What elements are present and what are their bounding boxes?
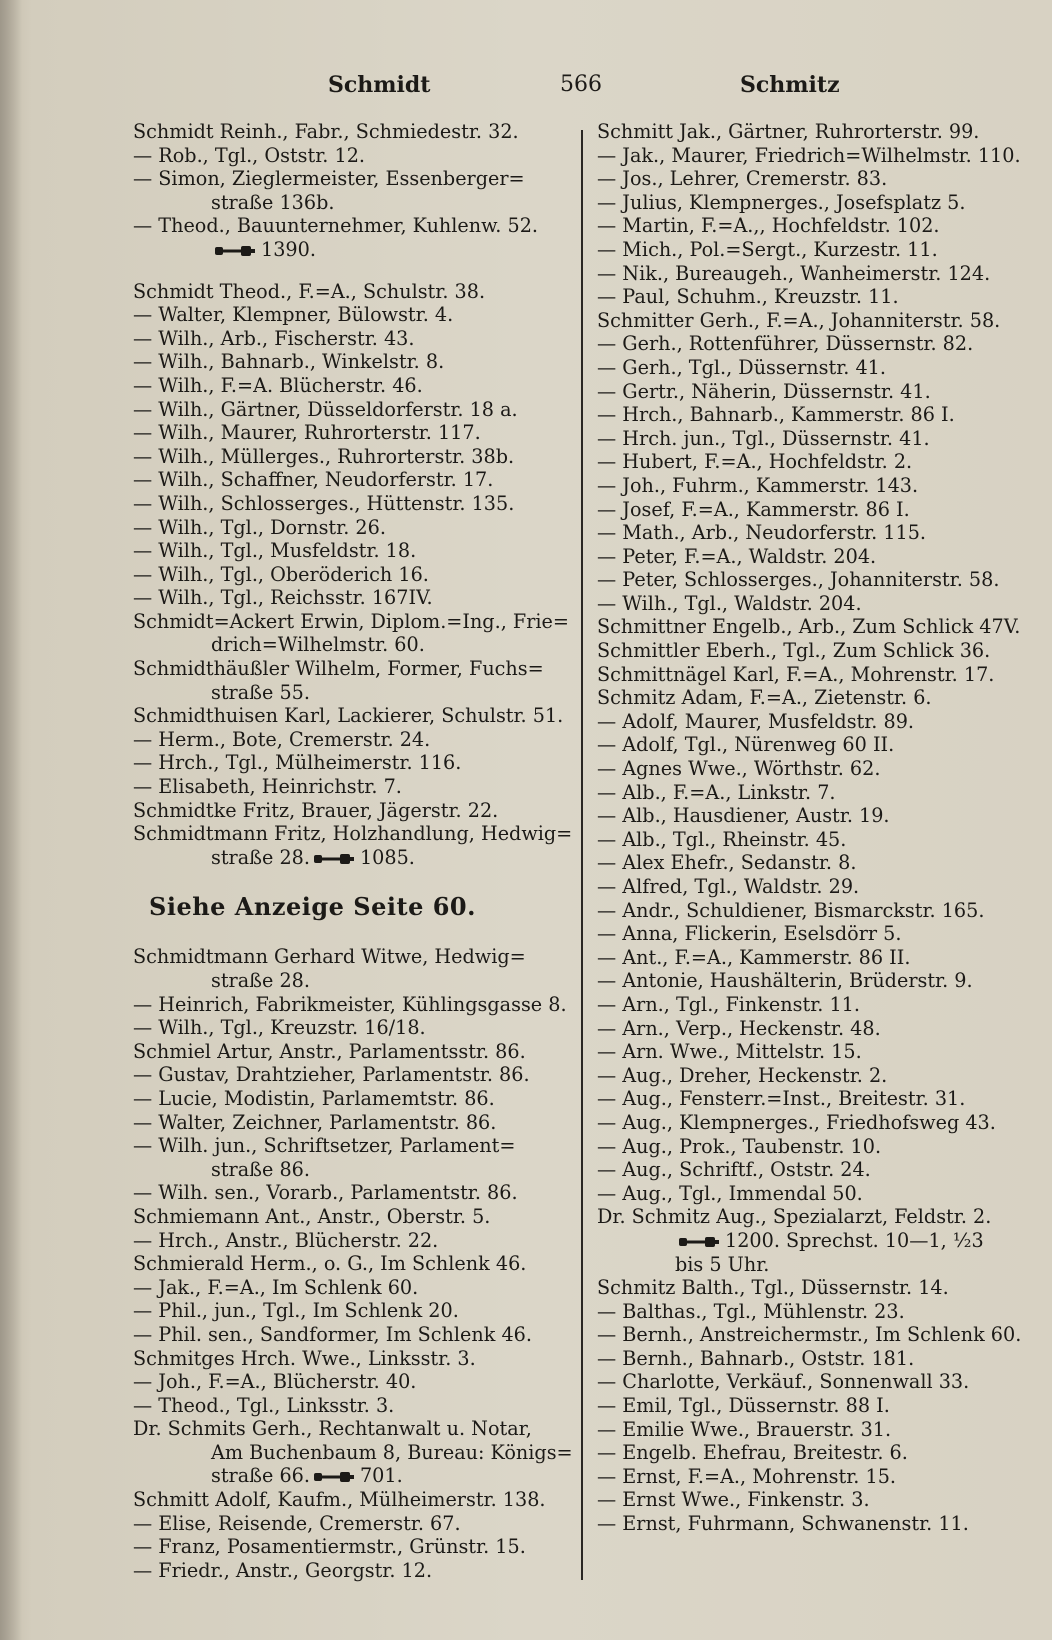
entry-text: — Charlotte, Verkäuf., Sonnenwall 33. — [597, 1370, 970, 1394]
directory-entry-line — [133, 167, 563, 191]
directory-entry-line — [133, 969, 563, 993]
entry-text: — Gerh., Tgl., Düssernstr. 41. — [597, 355, 886, 379]
telephone-icon — [215, 245, 255, 257]
directory-entry-line — [597, 899, 1037, 923]
entry-text: — Elise, Reisende, Cremerstr. 67. — [133, 1511, 461, 1535]
entry-text: — Hrch., Tgl., Mülheimerstr. 116. — [133, 751, 462, 775]
directory-entry-line — [133, 516, 563, 540]
directory-entry-line — [133, 445, 563, 469]
entry-text: — Adolf, Tgl., Nürenweg 60 II. — [597, 733, 895, 757]
directory-entry-line — [133, 1440, 573, 1465]
directory-entry-line — [597, 1300, 1037, 1324]
entry-text: — Antonie, Haushälterin, Brüderstr. 9. — [597, 969, 973, 993]
directory-entry-line — [597, 686, 1037, 710]
directory-entry-line — [597, 993, 1037, 1017]
directory-entry-line — [133, 609, 569, 634]
directory-entry-line — [597, 851, 1037, 875]
entry-text: Schmitter Gerh., F.=A., Johanniterstr. 58. — [597, 308, 1001, 332]
entry-text: Schmittler Eberh., Tgl., Zum Schlick 36. — [597, 639, 991, 663]
directory-entry-line — [597, 1135, 1037, 1159]
directory-entry-line — [133, 751, 563, 775]
directory-entry-line — [133, 1464, 563, 1488]
entry-text: — Ernst Wwe., Finkenstr. 3. — [597, 1488, 870, 1512]
directory-entry-line — [597, 356, 1037, 380]
entry-text: Schmidt=Ackert Erwin, Diplom.=Ing., Frie= — [133, 609, 569, 633]
directory-entry-line — [597, 1111, 1037, 1135]
entry-text: — Andr., Schuldiener, Bismarckstr. 165. — [597, 898, 985, 922]
directory-entry-line — [597, 615, 1037, 639]
entry-text: — Herm., Bote, Cremerstr. 24. — [133, 727, 431, 751]
directory-entry-line — [597, 1276, 1037, 1300]
directory-entry-line — [133, 846, 563, 870]
directory-entry-line — [133, 1394, 563, 1418]
directory-entry-line — [597, 1017, 1037, 1041]
entry-text: — Wilh., Müllerges., Ruhrorterstr. 38b. — [133, 444, 515, 468]
entry-text: — Wilh. jun., Schriftsetzer, Parlament= — [133, 1134, 516, 1158]
entry-text: — Alfred, Tgl., Waldstr. 29. — [597, 875, 860, 898]
directory-entry-line — [597, 474, 1037, 498]
entry-text: — Phil. sen., Sandformer, Im Schlenk 46. — [133, 1322, 532, 1346]
directory-entry-line — [133, 945, 563, 969]
entry-text: straße 28. — [211, 969, 310, 992]
entry-text: — Wilh., Schaffner, Neudorferstr. 17. — [133, 468, 494, 492]
entry-text: Am Buchenbaum 8, Bureau: Königs= — [211, 1440, 573, 1464]
left-column — [133, 120, 573, 1582]
entry-text: — Heinrich, Fabrikmeister, Kühlingsgasse 8. — [133, 992, 567, 1016]
directory-entry-line — [597, 875, 1037, 899]
directory-entry-line — [597, 120, 1037, 144]
entry-text: — Wilh., Tgl., Dornstr. 26. — [133, 515, 386, 539]
directory-entry-line — [597, 757, 1037, 781]
entry-text: — Wilh., Gärtner, Düsseldorferstr. 18 a. — [133, 397, 518, 421]
entry-text: Schmitt Jak., Gärtner, Ruhrorterstr. 99. — [597, 120, 980, 143]
header-right-keyword: Schmitz — [740, 72, 840, 98]
directory-entry-line — [133, 327, 563, 351]
entry-text: — Agnes Wwe., Wörthstr. 62. — [597, 757, 881, 781]
entry-text: — Aug., Schriftf., Oststr. 24. — [597, 1158, 871, 1182]
entry-text: — Ant., F.=A., Kammerstr. 86 II. — [597, 945, 911, 969]
entry-text: — Gertr., Näherin, Düssernstr. 41. — [597, 379, 931, 403]
entry-text: — Emil, Tgl., Düssernstr. 88 I. — [597, 1394, 890, 1418]
entry-text: — Math., Arb., Neudorferstr. 115. — [597, 521, 927, 545]
entry-text: 1200. Sprechst. 10—1, ½3 — [725, 1228, 984, 1252]
directory-entry-line — [133, 1347, 563, 1371]
directory-entry-line — [133, 1488, 563, 1512]
entry-text: — Theod., Tgl., Linksstr. 3. — [133, 1393, 395, 1417]
directory-entry-line — [133, 1087, 563, 1111]
directory-entry-line — [133, 799, 563, 823]
directory-entry-line — [133, 1205, 563, 1229]
entry-text: — Ernst, Fuhrmann, Schwanenstr. 11. — [597, 1512, 969, 1536]
entry-text: straße 86. — [211, 1157, 310, 1181]
directory-entry-line — [133, 492, 563, 516]
entry-text: — Bernh., Anstreichermstr., Im Schlenk 60. — [597, 1323, 1022, 1347]
directory-entry-line — [133, 214, 563, 238]
directory-entry-line — [133, 398, 563, 422]
entry-text: — Friedr., Anstr., Georgstr. 12. — [133, 1558, 433, 1582]
entry-text: — Elisabeth, Heinrichstr. 7. — [133, 775, 402, 799]
directory-entry-line — [133, 1063, 563, 1087]
entry-text: — Aug., Klempnerges., Friedhofsweg 43. — [597, 1110, 996, 1134]
phone-number: 1085. — [359, 845, 415, 869]
entry-text: — Joh., Fuhrm., Kammerstr. 143. — [597, 473, 919, 497]
directory-entry-line — [597, 1087, 1037, 1111]
entry-text: 1390. — [261, 237, 316, 261]
entry-text: Schmittnägel Karl, F.=A., Mohrenstr. 17. — [597, 662, 995, 686]
directory-entry-line — [597, 309, 1037, 333]
directory-entry-line — [597, 380, 1037, 404]
directory-entry-line — [597, 1064, 1037, 1088]
entry-text: — Wilh., Tgl., Kreuzstr. 16/18. — [133, 1016, 426, 1040]
entry-text: — Balthas., Tgl., Mühlenstr. 23. — [597, 1299, 905, 1323]
directory-entry-line — [133, 657, 563, 681]
telephone-icon — [314, 1471, 354, 1483]
telephone-icon — [679, 1236, 719, 1248]
entry-text: — Alb., Tgl., Rheinstr. 45. — [597, 827, 847, 851]
entry-text: — Martin, F.=A.,, Hochfeldstr. 102. — [597, 214, 940, 238]
entry-text: — Wilh., Tgl., Oberöderich 16. — [133, 562, 429, 586]
directory-entry-line — [597, 639, 1037, 663]
entry-text: — Wilh., Bahnarb., Winkelstr. 8. — [133, 350, 445, 374]
section-gap — [133, 262, 563, 280]
directory-entry-line — [133, 191, 563, 215]
entry-text: — Bernh., Bahnarb., Oststr. 181. — [597, 1346, 915, 1370]
directory-entry-line — [597, 733, 1037, 757]
directory-entry-line — [133, 1134, 563, 1158]
directory-entry-line — [133, 1299, 563, 1323]
entry-text: — Hubert, F.=A., Hochfeldstr. 2. — [597, 450, 913, 474]
directory-entry-line — [597, 1512, 1037, 1536]
directory-entry-line — [133, 1559, 563, 1583]
directory-entry-line — [597, 781, 1037, 805]
entry-text: — Aug., Tgl., Immendal 50. — [597, 1181, 863, 1205]
entry-text: — Joh., F.=A., Blücherstr. 40. — [133, 1370, 417, 1394]
directory-entry-line — [133, 1370, 563, 1394]
entry-text: bis 5 Uhr. — [675, 1252, 770, 1276]
entry-text: — Arn., Tgl., Finkenstr. 11. — [597, 992, 860, 1016]
directory-entry-line — [133, 1252, 563, 1276]
directory-entry-line — [597, 1323, 1037, 1347]
directory-entry-line — [133, 704, 563, 728]
entry-text: — Arn., Verp., Heckenstr. 48. — [597, 1016, 881, 1040]
advertisement-notice: Siehe Anzeige Seite 60. — [149, 892, 476, 922]
directory-entry-line — [597, 1229, 1037, 1253]
entry-text: — Aug., Dreher, Heckenstr. 2. — [597, 1063, 888, 1087]
entry-text: straße 66. — [211, 1464, 310, 1488]
directory-entry-line — [597, 545, 1037, 569]
entry-text: — Gerh., Rottenführer, Düssernstr. 82. — [597, 332, 974, 356]
entry-text: — Aug., Fensterr.=Inst., Breitestr. 31. — [597, 1087, 966, 1111]
directory-entry-line — [597, 828, 1037, 852]
entry-text: — Wilh., F.=A. Blücherstr. 46. — [133, 373, 423, 397]
entry-text: Schmitt Adolf, Kaufm., Mülheimerstr. 138. — [133, 1488, 546, 1512]
entry-text: — Paul, Schuhm., Kreuzstr. 11. — [597, 285, 899, 309]
directory-entry-line — [597, 1441, 1037, 1465]
header-left-keyword: Schmidt — [328, 72, 431, 98]
directory-entry-line — [597, 1040, 1037, 1064]
directory-entry-line — [597, 663, 1037, 687]
entry-text: straße 28. — [211, 845, 310, 869]
entry-text: — Alb., F.=A., Linkstr. 7. — [597, 780, 836, 804]
directory-entry-line — [133, 586, 563, 610]
entry-text: — Peter, Schlosserges., Johanniterstr. 58. — [597, 568, 1000, 592]
entry-text: — Ernst, F.=A., Mohrenstr. 15. — [597, 1464, 897, 1488]
entry-text: — Hrch., Anstr., Blücherstr. 22. — [133, 1228, 439, 1252]
section-gap — [133, 927, 563, 945]
entry-text: — Hrch. jun., Tgl., Düssernstr. 41. — [597, 426, 930, 450]
directory-entry-line — [133, 775, 563, 799]
section-gap — [133, 869, 563, 887]
directory-entry-line — [133, 1276, 563, 1300]
entry-text: — Lucie, Modistin, Parlamemtstr. 86. — [133, 1086, 495, 1110]
directory-entry-line — [597, 1418, 1037, 1442]
entry-text: — Aug., Prok., Taubenstr. 10. — [597, 1134, 882, 1158]
page-number: 566 — [560, 72, 602, 97]
directory-entry-line — [133, 1040, 563, 1064]
entry-text: — Wilh., Tgl., Waldstr. 204. — [597, 591, 862, 615]
entry-text: — Walter, Klempner, Bülowstr. 4. — [133, 303, 454, 327]
entry-text: Schmidtmann Gerhard Witwe, Hedwig= — [133, 945, 526, 969]
directory-entry-line — [597, 1465, 1037, 1489]
entry-text: — Hrch., Bahnarb., Kammerstr. 86 I. — [597, 403, 955, 427]
entry-text: — Emilie Wwe., Brauerstr. 31. — [597, 1417, 892, 1441]
entry-text: Schmitges Hrch. Wwe., Linksstr. 3. — [133, 1346, 476, 1370]
directory-entry-line — [597, 1205, 1037, 1229]
directory-entry-line — [597, 450, 1037, 474]
entry-text: straße 55. — [211, 680, 310, 704]
page-header — [0, 72, 1052, 102]
entry-text: Schmitz Adam, F.=A., Zietenstr. 6. — [597, 686, 932, 710]
entry-text: — Alb., Hausdiener, Austr. 19. — [597, 804, 890, 828]
directory-entry-line — [597, 191, 1037, 215]
directory-entry-line — [597, 521, 1037, 545]
directory-entry-line — [133, 1512, 563, 1536]
entry-text: — Franz, Posamentiermstr., Grünstr. 15. — [133, 1535, 526, 1559]
entry-text: straße 136b. — [211, 190, 335, 214]
directory-entry-line — [597, 1370, 1037, 1394]
entry-text: — Julius, Klempnerges., Josefsplatz 5. — [597, 190, 966, 214]
entry-text: — Wilh. sen., Vorarb., Parlamentstr. 86. — [133, 1181, 518, 1205]
directory-entry-line — [133, 468, 563, 492]
entry-text: — Adolf, Maurer, Musfeldstr. 89. — [597, 709, 915, 733]
entry-text: — Engelb. Ehefrau, Breitestr. 6. — [597, 1441, 908, 1465]
entry-text: Schmidtke Fritz, Brauer, Jägerstr. 22. — [133, 798, 499, 822]
directory-entry-line — [597, 1158, 1037, 1182]
entry-text: — Jak., F.=A., Im Schlenk 60. — [133, 1275, 419, 1299]
directory-entry-line — [597, 1394, 1037, 1418]
directory-entry-line — [133, 1181, 563, 1205]
entry-text: — Simon, Zieglermeister, Essenberger= — [133, 167, 525, 191]
directory-entry-line — [133, 1016, 563, 1040]
directory-entry-line — [597, 285, 1037, 309]
entry-text: — Anna, Flickerin, Eselsdörr 5. — [597, 922, 902, 946]
directory-entry-line — [597, 238, 1037, 262]
directory-entry-line — [133, 1158, 563, 1182]
entry-text: — Mich., Pol.=Sergt., Kurzestr. 11. — [597, 237, 938, 261]
phone-number: 701. — [359, 1464, 403, 1488]
directory-entry-line — [597, 1253, 1037, 1277]
entry-text: Schmittner Engelb., Arb., Zum Schlick 47V. — [597, 615, 1021, 639]
entry-text: — Josef, F.=A., Kammerstr. 86 I. — [597, 497, 910, 521]
entry-text: — Rob., Tgl., Oststr. 12. — [133, 143, 366, 167]
directory-entry-line — [597, 568, 1037, 592]
directory-entry-line — [597, 498, 1037, 522]
directory-entry-line — [133, 681, 563, 705]
entry-text: Dr. Schmitz Aug., Spezialarzt, Feldstr. 2. — [597, 1205, 992, 1229]
entry-text: Schmitz Balth., Tgl., Düssernstr. 14. — [597, 1276, 949, 1300]
directory-entry-line — [133, 633, 563, 657]
entry-text: drich=Wilhelmstr. 60. — [211, 633, 425, 657]
entry-text: — Walter, Zeichner, Parlamentstr. 86. — [133, 1110, 497, 1134]
entry-text: Schmiemann Ant., Anstr., Oberstr. 5. — [133, 1204, 491, 1228]
directory-entry-line — [133, 1535, 563, 1559]
directory-entry-line — [133, 728, 563, 752]
directory-entry-line — [133, 1323, 563, 1347]
entry-text: — Theod., Bauunternehmer, Kuhlenw. 52. — [133, 214, 538, 238]
directory-entry-line — [597, 167, 1037, 191]
entry-text: Schmierald Herm., o. G., Im Schlenk 46. — [133, 1252, 527, 1276]
directory-entry-line — [133, 238, 563, 262]
entry-text: — Wilh., Arb., Fischerstr. 43. — [133, 326, 415, 350]
entry-text: Schmidt Reinh., Fabr., Schmiedestr. 32. — [133, 120, 519, 143]
directory-entry-line — [133, 120, 563, 144]
directory-entry-line — [133, 539, 563, 563]
telephone-icon — [314, 853, 354, 865]
directory-entry-line — [597, 262, 1037, 286]
column-divider — [581, 130, 583, 1580]
entry-text: — Wilh., Schlosserges., Hüttenstr. 135. — [133, 491, 515, 515]
entry-text: — Jak., Maurer, Friedrich=Wilhelmstr. 110. — [597, 143, 1021, 167]
directory-entry-line — [133, 374, 563, 398]
entry-text: — Gustav, Drahtzieher, Parlamentstr. 86. — [133, 1063, 530, 1087]
directory-entry-line — [597, 922, 1037, 946]
entry-text: Schmidthäußler Wilhelm, Former, Fuchs= — [133, 657, 544, 681]
entry-text: — Alex Ehefr., Sedanstr. 8. — [597, 851, 857, 875]
entry-text: — Arn. Wwe., Mittelstr. 15. — [597, 1040, 862, 1064]
directory-entry-line — [597, 332, 1037, 356]
directory-entry-line — [597, 1488, 1037, 1512]
right-column — [597, 120, 1037, 1536]
entry-text: — Wilh., Maurer, Ruhrorterstr. 117. — [133, 421, 481, 445]
directory-entry-line — [133, 822, 573, 846]
binding-shadow — [0, 0, 22, 1640]
directory-entry-line — [133, 1111, 563, 1135]
directory-entry-line — [133, 563, 563, 587]
directory-entry-line — [597, 969, 1037, 993]
directory-entry-line — [133, 992, 567, 1017]
directory-entry-line — [133, 350, 563, 374]
directory-entry-line — [597, 427, 1037, 451]
directory-entry-line — [597, 592, 1037, 616]
directory-entry-line — [133, 303, 563, 327]
directory-entry-line — [597, 804, 1037, 828]
directory-entry-line — [133, 1417, 563, 1441]
entry-text: — Nik., Bureaugeh., Wanheimerstr. 124. — [597, 261, 991, 285]
entry-text: Dr. Schmits Gerh., Rechtanwalt u. Notar, — [133, 1417, 532, 1441]
entry-text: — Wilh., Tgl., Musfeldstr. 18. — [133, 539, 417, 563]
entry-text: Schmidthuisen Karl, Lackierer, Schulstr. 51. — [133, 704, 564, 728]
directory-entry-line — [597, 1347, 1037, 1371]
directory-entry-line — [133, 421, 563, 445]
directory-entry-line — [133, 1229, 563, 1253]
entry-text: — Phil., jun., Tgl., Im Schlenk 20. — [133, 1299, 459, 1323]
directory-entry-line — [133, 280, 563, 304]
entry-text: — Peter, F.=A., Waldstr. 204. — [597, 544, 877, 568]
directory-entry-line — [133, 144, 563, 168]
directory-entry-line — [597, 1182, 1037, 1206]
directory-entry-line — [597, 710, 1037, 734]
entry-text: Schmidtmann Fritz, Holzhandlung, Hedwig= — [133, 822, 573, 846]
entry-text: — Wilh., Tgl., Reichsstr. 167IV. — [133, 586, 433, 610]
directory-entry-line — [597, 144, 1037, 168]
entry-text: — Jos., Lehrer, Cremerstr. 83. — [597, 167, 888, 191]
directory-entry-line — [597, 403, 1037, 427]
entry-text: Schmidt Theod., F.=A., Schulstr. 38. — [133, 279, 486, 303]
directory-entry-line — [597, 946, 1037, 970]
entry-text: Schmiel Artur, Anstr., Parlamentsstr. 86. — [133, 1039, 526, 1063]
directory-entry-line — [597, 214, 1037, 238]
